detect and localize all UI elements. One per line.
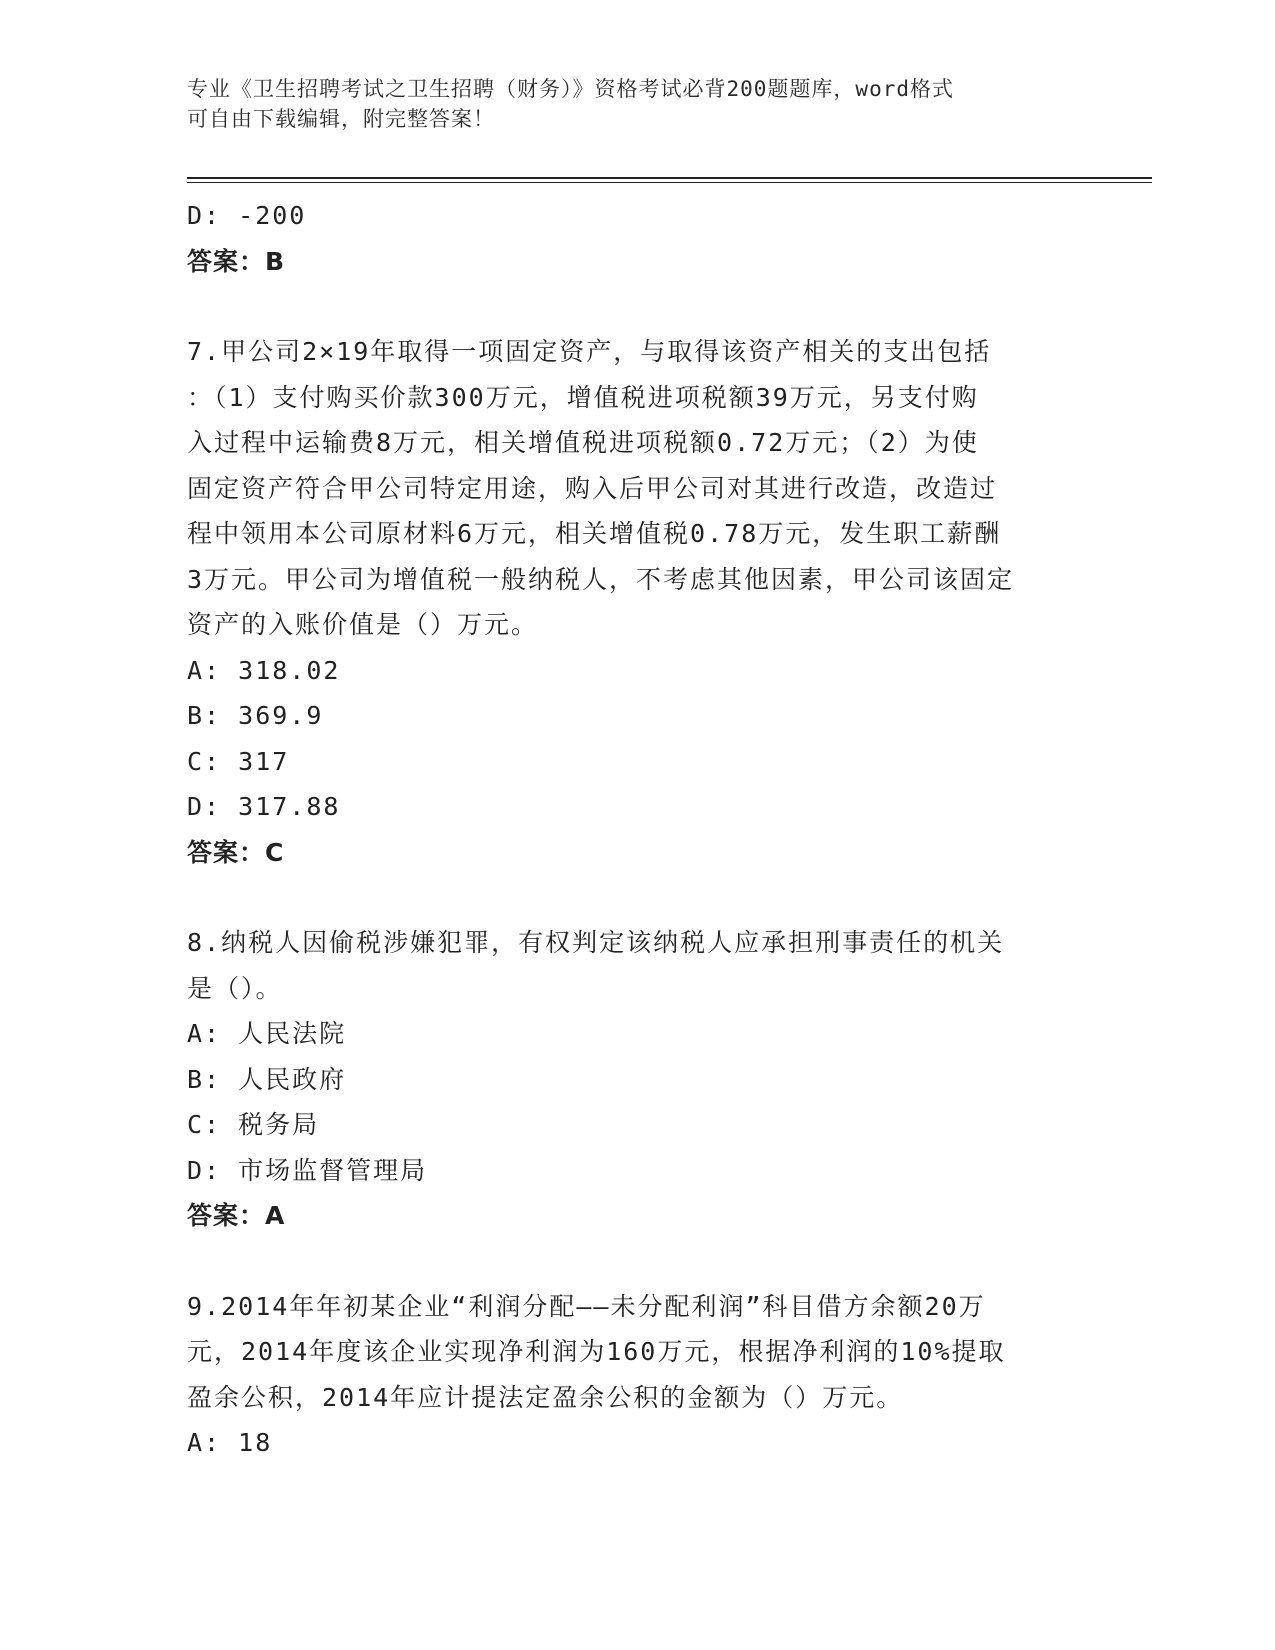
question-9 xyxy=(187,1284,1087,1466)
question-8 xyxy=(187,920,1087,1239)
question-text-line: 资产的入账价值是（）万元。 xyxy=(187,610,539,639)
header-divider xyxy=(187,177,1152,179)
question-text-line: 程中领用本公司原材料6万元，相关增值税0.78万元，发生职工薪酬 xyxy=(187,519,1002,548)
option-c: C: 税务局 xyxy=(187,1110,320,1139)
option-a: A: 人民法院 xyxy=(187,1019,347,1048)
option-c: C: 317 xyxy=(187,746,290,776)
option-d: D: 317.88 xyxy=(187,792,341,821)
question-text-line: 固定资产符合甲公司特定用途，购入后甲公司对其进行改造，改造过 xyxy=(187,473,998,503)
option-b: B: 人民政府 xyxy=(187,1064,347,1094)
option-a: A: 318.02 xyxy=(187,655,341,685)
option-a: A: 18 xyxy=(187,1428,273,1457)
question-text-line: 入过程中运输费8万元，相关增值税进项税额0.72万元；（2）为使 xyxy=(187,428,979,457)
header-line-2: 可自由下载编辑，附完整答案！ xyxy=(187,107,495,131)
option-b: B: 369.9 xyxy=(187,701,324,730)
document-body xyxy=(187,193,1087,1466)
question-text-line: ：（1）支付购买价款300万元，增值税进项税额39万元，另支付购 xyxy=(187,382,979,412)
answer-line: 答案：C xyxy=(187,837,285,867)
answer-line: 答案：A xyxy=(187,1201,286,1230)
question-text-line: 是（）。 xyxy=(187,973,283,1003)
option-d: D: 市场监督管理局 xyxy=(187,1155,428,1185)
question-text-line: 3万元。甲公司为增值税一般纳税人，不考虑其他因素，甲公司该固定 xyxy=(187,564,1015,594)
question-text-line: 8.纳税人因偷税涉嫌犯罪，有权判定该纳税人应承担刑事责任的机关 xyxy=(187,928,1005,957)
answer-line: 答案：B xyxy=(187,246,286,276)
document-header xyxy=(187,74,1067,134)
question-text-line: 7.甲公司2×19年取得一项固定资产，与取得该资产相关的支出包括 xyxy=(187,337,992,366)
question-7 xyxy=(187,329,1087,875)
header-divider-thin xyxy=(187,182,1152,183)
question-text-line: 盈余公积，2014年应计提法定盈余公积的金额为（）万元。 xyxy=(187,1382,904,1412)
question-text-line: 9.2014年年初某企业“利润分配——未分配利润”科目借方余额20万 xyxy=(187,1291,986,1321)
question-text-line: 元，2014年度该企业实现净利润为160万元，根据净利润的10%提取 xyxy=(187,1337,1006,1366)
header-line-1: 专业《卫生招聘考试之卫生招聘（财务）》资格考试必背200题题库，word格式 xyxy=(187,77,954,101)
option-d: D: -200 xyxy=(187,201,307,230)
